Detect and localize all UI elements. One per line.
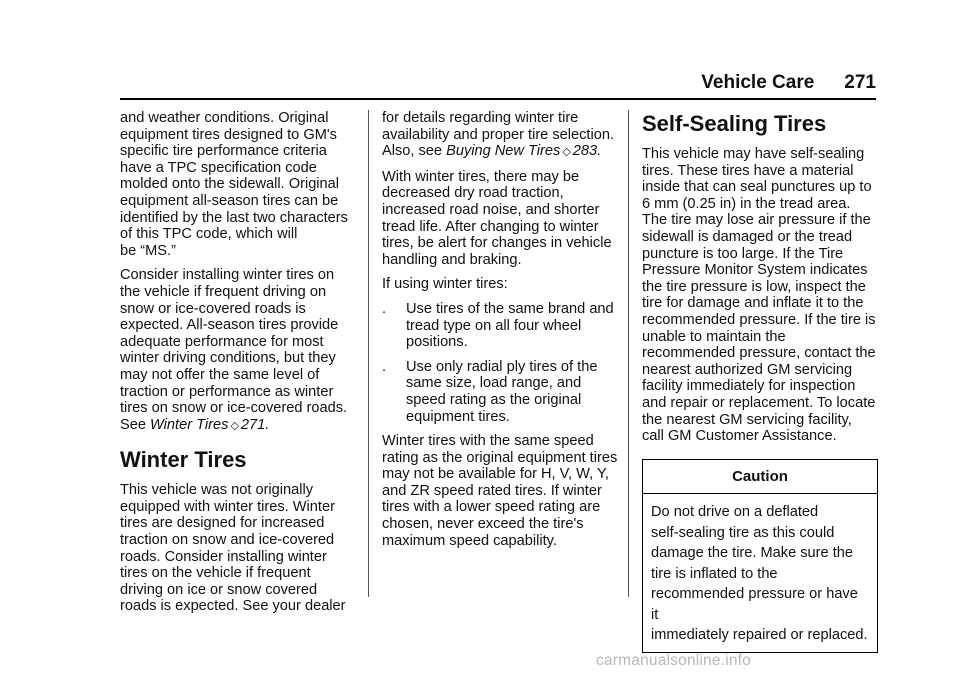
paragraph-winter-tires: This vehicle was not originally equipped with winter tires. Winter tires are designed for increased traction on snow and ice-covered roads. Consider installing winter tires on the vehicle if frequent driving on ice or snow covered roads is expected. See your dealer bbox=[120, 482, 346, 615]
xref-page-283[interactable]: 283. bbox=[572, 143, 602, 160]
caution-body: Do not drive on a deflated self-sealing tire as this could damage the tire. Make sure the tire is inflated to the recommended pressure or have it immediately repaired or replaced. bbox=[651, 504, 868, 644]
header-rule bbox=[120, 98, 876, 100]
paragraph-self-sealing: This vehicle may have self-sealing tires. These tires have a material inside that can seal punctures up to 6 mm (0.25 in) in the tread area. The tire may lose air pressure if the sidewall is damaged or the tread puncture is too large. If the Tire Pressure Monitor System indicates the tire pressure is low, inspect the tire for damage and inflate it to the recommended pressure. If the tire is unable to maintain the recommended pressure, contact the nearest authorized GM servicing facility immediately for inspection and repair or replacement. To locate the nearest GM servicing facility, call GM Customer Assistance. bbox=[642, 146, 876, 445]
paragraph-dealer-details: for details regarding winter tire availability and proper tire selection. Also, see Buying New Tires ◇ 283. bbox=[382, 110, 615, 160]
heading-self-sealing-tires: Self-Sealing Tires bbox=[642, 111, 827, 136]
watermark: carmanualsonline.info bbox=[596, 652, 751, 669]
column-divider-2 bbox=[628, 110, 629, 597]
column-divider-1 bbox=[368, 110, 369, 597]
xref-buying-new-tires[interactable]: Buying New Tires bbox=[446, 143, 561, 160]
page-header bbox=[686, 72, 876, 96]
column-1 bbox=[120, 110, 358, 623]
page-number: 271 bbox=[844, 72, 876, 93]
paragraph-winter-traction: With winter tires, there may be decreased dry road traction, increased road noise, and shorter tread life. After changing to winter tires, be alert for changes in vehicle handling and braking. bbox=[382, 168, 612, 268]
section-title: Vehicle Care bbox=[701, 72, 815, 93]
column-3 bbox=[642, 110, 880, 653]
heading-winter-tires: Winter Tires bbox=[120, 447, 247, 473]
paragraph-if-using: If using winter tires: bbox=[382, 276, 508, 293]
list-item: . Use tires of the same brand and tread type on all four wheel positions. bbox=[382, 300, 614, 351]
column-2 bbox=[382, 110, 618, 557]
bullet-mark: . bbox=[382, 358, 387, 375]
list-item: . Use only radial ply tires of the same size, load range, and speed rating as the original equipment tires. bbox=[382, 358, 598, 425]
reference-arrow-icon: ◇ bbox=[562, 146, 571, 159]
reference-arrow-icon: ◇ bbox=[230, 419, 239, 432]
caution-box bbox=[642, 459, 878, 653]
paragraph-tpc-code: and weather conditions. Original equipment tires designed to GM's specific tire performance criteria have a TPC specification code molded onto the sidewall. Original equipment all-season tires can be identified by the last two characters of this TPC code, which will be “MS.” bbox=[120, 110, 348, 259]
xref-page-271[interactable]: 271. bbox=[240, 416, 270, 433]
xref-winter-tires[interactable]: Winter Tires bbox=[150, 416, 229, 433]
paragraph-consider-winter: Consider installing winter tires on the vehicle if frequent driving on snow or ice-covered roads is expected. All-season tires provide adequate performance for most winter driving conditions, but they may not offer the same level of traction or performance as winter tires on snow or ice-covered roads. See Winter Tires ◇ 271. bbox=[120, 267, 348, 433]
bullet-mark: . bbox=[382, 300, 387, 317]
paragraph-speed-rating: Winter tires with the same speed rating as the original equipment tires may not be available for H, V, W, Y, and ZR speed rated tires. If winter tires with a lower speed rating are chosen, never exceed the tire's maximum speed capability. bbox=[382, 433, 618, 549]
caution-title: Caution bbox=[643, 460, 877, 495]
